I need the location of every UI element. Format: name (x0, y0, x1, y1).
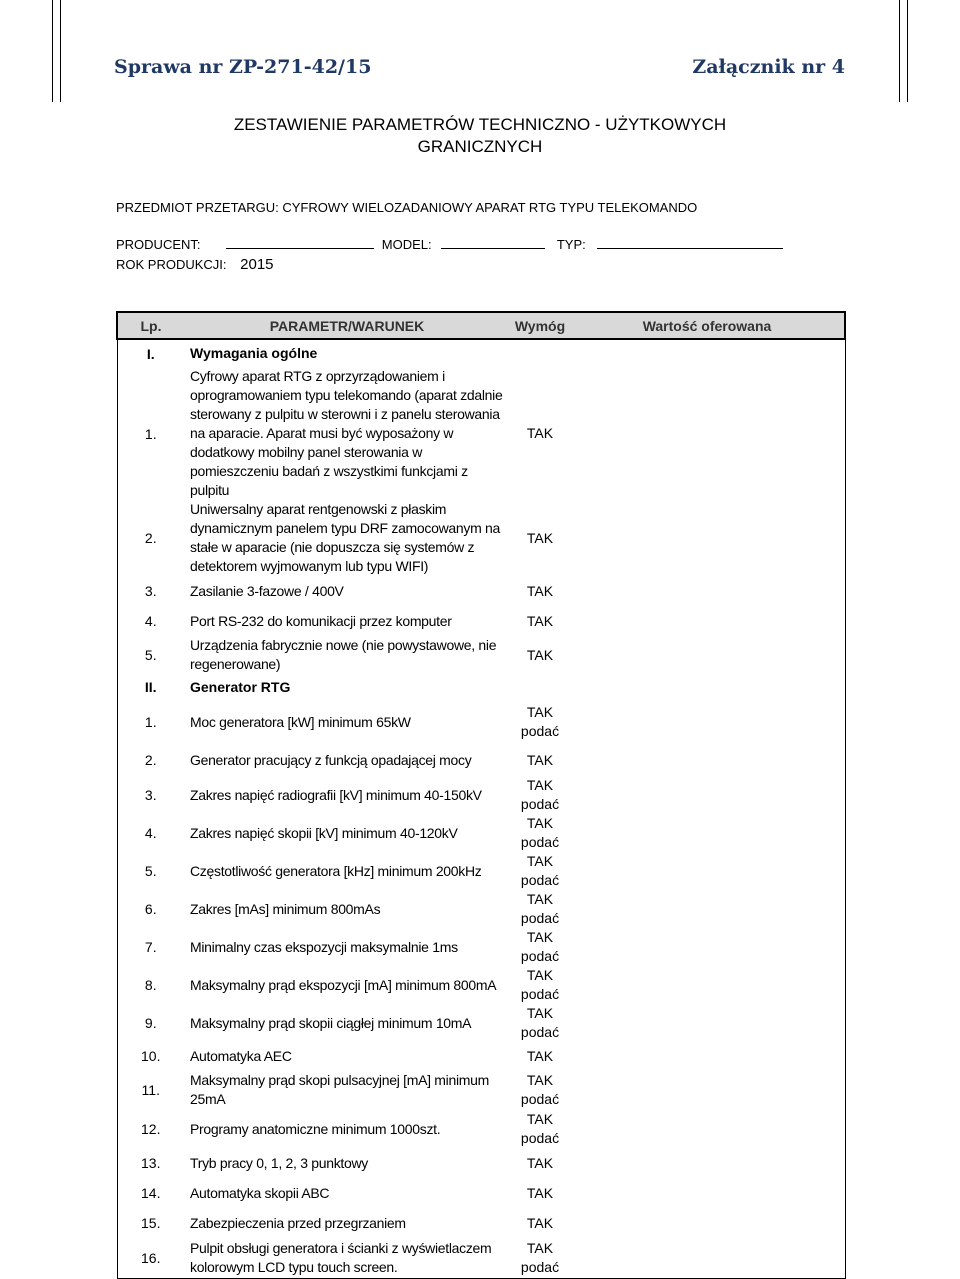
type-blank[interactable] (597, 236, 783, 249)
row-lp: 14. (117, 1178, 184, 1208)
parameters-table (116, 311, 846, 1279)
row-offer-value[interactable] (570, 500, 845, 576)
requirement-value: TAK (526, 612, 554, 629)
row-lp: 4. (117, 814, 184, 852)
row-offer-value[interactable] (570, 1042, 845, 1070)
table-row (117, 1042, 845, 1070)
row-lp: 1. (117, 367, 184, 500)
row-offer-value[interactable] (570, 1070, 845, 1110)
requirement-value: TAK (526, 425, 554, 441)
row-lp: 13. (117, 1148, 184, 1178)
table-row (117, 1110, 845, 1148)
row-requirement (510, 1178, 570, 1208)
row-lp: 2. (117, 500, 184, 576)
row-parameter: Minimalny czas ekspozycji maksymalnie 1ms (190, 938, 458, 955)
row-requirement (510, 1148, 570, 1178)
subject-line (116, 200, 697, 215)
row-requirement (510, 928, 570, 966)
table-row (117, 1238, 845, 1278)
requirement-value: TAK (526, 704, 554, 720)
table-row (117, 606, 845, 636)
title-line-2: GRANICZNYCH (417, 137, 543, 156)
case-number: Sprawa nr ZP-271-42/15 (114, 56, 372, 78)
row-offer-value[interactable] (570, 606, 845, 636)
row-requirement (510, 852, 570, 890)
requirement-note: podać (520, 796, 560, 812)
row-requirement (510, 890, 570, 928)
row-lp: 2. (117, 744, 184, 776)
row-requirement (510, 1070, 570, 1110)
section-title: Wymagania ogólne (190, 345, 318, 361)
section-title: Generator RTG (190, 678, 291, 695)
row-lp: 9. (117, 1004, 184, 1042)
requirement-value: TAK (526, 582, 554, 599)
row-lp: 3. (117, 776, 184, 814)
row-requirement (510, 814, 570, 852)
model-blank[interactable] (441, 236, 545, 249)
producer-label: PRODUCENT: (116, 237, 201, 252)
header-param: PARAMETR/WARUNEK (184, 312, 510, 339)
requirement-value: TAK (526, 1047, 554, 1064)
row-lp: 7. (117, 928, 184, 966)
margin-line-left (52, 0, 61, 102)
section-row (117, 674, 845, 700)
row-requirement (510, 700, 570, 744)
row-lp: 12. (117, 1110, 184, 1148)
row-requirement (510, 500, 570, 576)
requirement-value: TAK (526, 529, 554, 546)
row-offer-value[interactable] (570, 966, 845, 1004)
requirement-value: TAK (526, 929, 554, 945)
table-body (117, 339, 845, 1278)
production-year-line (116, 256, 274, 273)
row-offer-value[interactable] (570, 890, 845, 928)
row-lp: 11. (117, 1070, 184, 1110)
row-lp: 8. (117, 966, 184, 1004)
row-lp: 15. (117, 1208, 184, 1238)
requirement-note: podać (520, 1091, 560, 1107)
requirement-value: TAK (526, 1184, 554, 1201)
table-row (117, 744, 845, 776)
row-lp: 1. (117, 700, 184, 744)
model-label: MODEL: (381, 237, 432, 252)
requirement-note: podać (520, 1024, 560, 1040)
row-lp: 5. (117, 852, 184, 890)
requirement-note: podać (520, 948, 560, 964)
requirement-note: podać (520, 1258, 560, 1275)
requirement-value: TAK (526, 751, 554, 768)
header-offer: Wartość oferowana (570, 312, 845, 339)
row-lp: 16. (117, 1238, 184, 1278)
row-offer-value[interactable] (570, 1148, 845, 1178)
table-row (117, 890, 845, 928)
row-requirement (510, 1110, 570, 1148)
producer-blank[interactable] (226, 236, 374, 249)
row-requirement (510, 744, 570, 776)
row-offer-value[interactable] (570, 1208, 845, 1238)
row-offer-value[interactable] (570, 928, 845, 966)
year-value: 2015 (240, 256, 274, 273)
row-parameter: Programy anatomiczne minimum 1000szt. (190, 1120, 441, 1137)
table-row (117, 814, 845, 852)
header-req: Wymóg (510, 312, 570, 339)
section-offer-empty (570, 674, 845, 700)
requirement-value: TAK (526, 891, 554, 907)
row-requirement (510, 636, 570, 674)
requirement-value: TAK (526, 815, 554, 831)
table-row (117, 700, 845, 744)
section-row (117, 339, 845, 367)
requirement-note: podać (520, 986, 560, 1002)
section-req-empty (510, 339, 570, 367)
row-lp: 4. (117, 606, 184, 636)
requirement-value: TAK (526, 853, 554, 869)
row-parameter: Zakres napięć skopii [kV] minimum 40-120kV (190, 824, 458, 841)
requirement-note: podać (520, 872, 560, 888)
row-parameter: Automatyka skopii ABC (190, 1184, 330, 1201)
row-requirement (510, 1004, 570, 1042)
requirement-value: TAK (526, 1111, 554, 1127)
table-row (117, 776, 845, 814)
row-lp: 10. (117, 1042, 184, 1070)
row-offer-value[interactable] (570, 576, 845, 606)
table-row (117, 636, 845, 674)
row-parameter: Zakres [mAs] minimum 800mAs (190, 900, 381, 917)
row-requirement (510, 1208, 570, 1238)
row-parameter: Maksymalny prąd skopi pulsacyjnej [mA] minimum 25mA (190, 1072, 489, 1107)
requirement-value: TAK (526, 967, 554, 983)
table-row (117, 852, 845, 890)
row-offer-value[interactable] (570, 852, 845, 890)
producer-line (116, 236, 783, 252)
row-parameter: Maksymalny prąd ekspozycji [mA] minimum 800mA (190, 976, 497, 993)
table-row (117, 576, 845, 606)
section-offer-empty (570, 339, 845, 367)
row-parameter: Pulpit obsługi generatora i ścianki z wyświetlaczem kolorowym LCD typu touch screen. (184, 1238, 510, 1278)
row-offer-value[interactable] (570, 776, 845, 814)
requirement-value: TAK (526, 1154, 554, 1171)
section-number: I. (117, 339, 184, 367)
title-line-1: ZESTAWIENIE PARAMETRÓW TECHNICZNO - UŻYTKOWYCH (233, 115, 727, 134)
header-lp: Lp. (117, 312, 184, 339)
requirement-note: podać (520, 1130, 560, 1146)
row-parameter: Cyfrowy aparat RTG z oprzyrządowaniem i oprogramowaniem typu telekomando (aparat zdalnie sterowany z pulpitu w sterowni i z panelu sterowania na aparacie. Aparat musi być wyposażony w dodatkowy mobilny panel sterowania w pomieszczeniu badań z wszystkimi funkcjami z pulpitu (190, 368, 503, 498)
requirement-value: TAK (526, 1214, 554, 1231)
table-row (117, 500, 845, 576)
row-offer-value[interactable] (570, 814, 845, 852)
table-row (117, 1148, 845, 1178)
row-offer-value[interactable] (570, 1238, 845, 1278)
row-requirement (510, 966, 570, 1004)
row-parameter: Zabezpieczenia przed przegrzaniem (190, 1214, 406, 1231)
row-parameter: Automatyka AEC (190, 1047, 292, 1064)
table-row (117, 1178, 845, 1208)
row-offer-value[interactable] (570, 1178, 845, 1208)
row-offer-value[interactable] (570, 1004, 845, 1042)
attachment-label: Załącznik nr 4 (692, 56, 845, 78)
row-parameter: Port RS-232 do komunikacji przez komputer (190, 612, 452, 629)
row-parameter: Zakres napięć radiografii [kV] minimum 40-150kV (190, 786, 482, 803)
requirement-value: TAK (526, 1239, 554, 1256)
row-parameter: Urządzenia fabrycznie nowe (nie powystawowe, nie regenerowane) (190, 637, 497, 672)
row-requirement (510, 1042, 570, 1070)
requirement-value: TAK (526, 777, 554, 793)
row-offer-value[interactable] (570, 367, 845, 500)
year-label: ROK PRODUKCJI: (116, 257, 227, 272)
requirement-value: TAK (526, 646, 554, 663)
document-title (0, 114, 960, 158)
table-row (117, 1004, 845, 1042)
row-parameter: Tryb pracy 0, 1, 2, 3 punktowy (190, 1154, 369, 1171)
row-requirement (510, 1238, 570, 1278)
table-row (117, 1208, 845, 1238)
row-parameter: Generator pracujący z funkcją opadającej mocy (190, 751, 472, 768)
table-row (117, 1070, 845, 1110)
subject-label: PRZEDMIOT PRZETARGU: (116, 200, 279, 215)
row-parameter: Moc generatora [kW] minimum 65kW (190, 713, 411, 730)
requirement-note: podać (520, 910, 560, 926)
row-offer-value[interactable] (570, 636, 845, 674)
row-parameter: Zasilanie 3-fazowe / 400V (190, 582, 344, 599)
row-lp: 3. (117, 576, 184, 606)
row-requirement (510, 576, 570, 606)
row-parameter: Uniwersalny aparat rentgenowski z płaskim dynamicznym panelem typu DRF zamocowanym na stałe w aparacie (nie dopuszcza się systemów z detektorem wyjmowanym lub typu WIFI) (190, 501, 501, 574)
section-number: II. (117, 674, 184, 700)
margin-line-right (899, 0, 908, 102)
row-requirement (510, 367, 570, 500)
row-offer-value[interactable] (570, 700, 845, 744)
type-label: TYP: (556, 237, 586, 252)
requirement-value: TAK (526, 1005, 554, 1021)
section-req-empty (510, 674, 570, 700)
row-parameter: Maksymalny prąd skopii ciągłej minimum 10mA (190, 1014, 472, 1031)
subject-value: CYFROWY WIELOZADANIOWY APARAT RTG TYPU TELEKOMANDO (282, 200, 698, 215)
row-requirement (510, 606, 570, 636)
table-row (117, 966, 845, 1004)
row-offer-value[interactable] (570, 744, 845, 776)
requirement-note: podać (520, 723, 560, 739)
table-row (117, 928, 845, 966)
row-requirement (510, 776, 570, 814)
row-offer-value[interactable] (570, 1110, 845, 1148)
requirement-note: podać (520, 834, 560, 850)
table-header-row (117, 312, 845, 339)
row-parameter: Częstotliwość generatora [kHz] minimum 200kHz (190, 862, 482, 879)
requirement-value: TAK (526, 1072, 554, 1088)
row-lp: 6. (117, 890, 184, 928)
table-row (117, 367, 845, 500)
row-lp: 5. (117, 636, 184, 674)
